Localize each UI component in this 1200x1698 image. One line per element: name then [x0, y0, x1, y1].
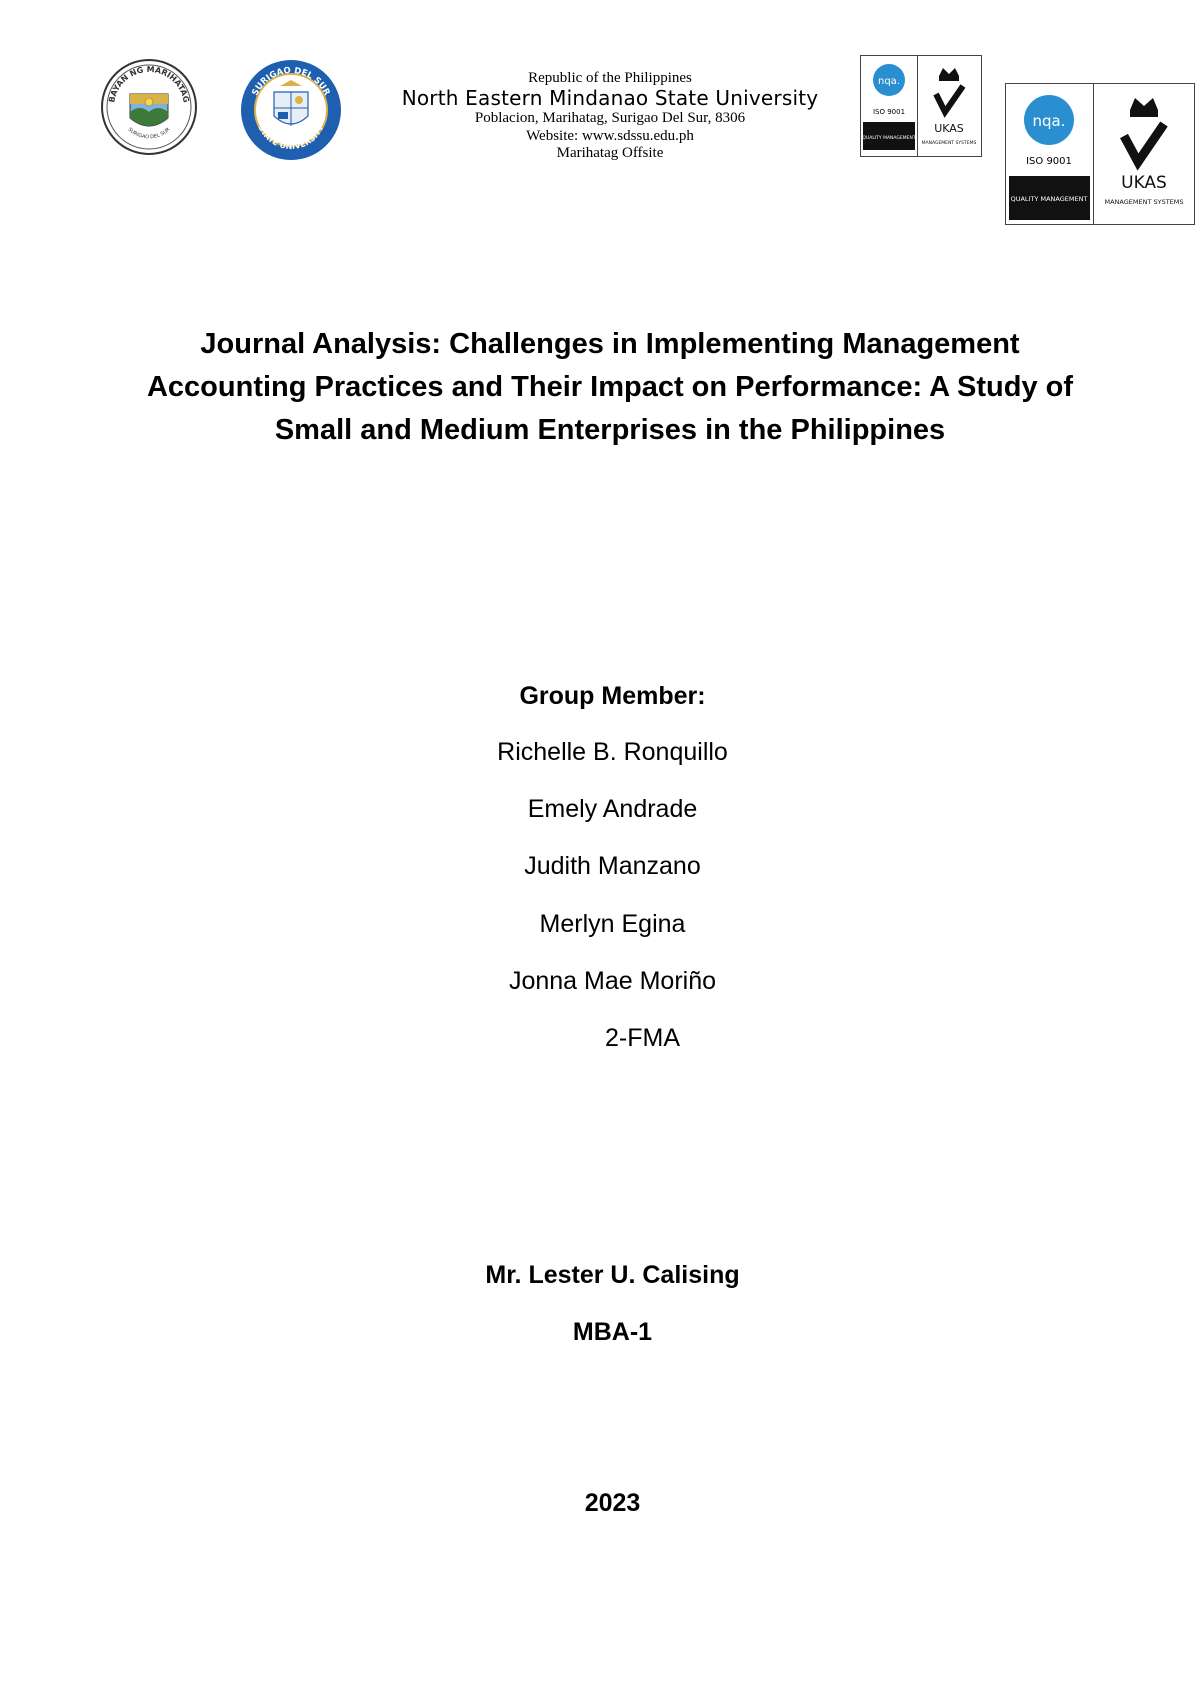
address-line: Poblacion, Marihatag, Surigao Del Sur, 8306	[474, 110, 746, 127]
svg-text:nqa.: nqa.	[1032, 112, 1066, 130]
title-line: Small and Medium Enterprises in the Philippines	[274, 414, 946, 446]
section-label: 2-FMA	[605, 1024, 680, 1052]
document-title	[80, 323, 1140, 452]
title-line: Journal Analysis: Challenges in Implementing Management	[200, 328, 1020, 360]
website-line: Website: www.sdssu.edu.ph	[526, 127, 694, 144]
iso-certification-badge-small	[860, 55, 982, 157]
ukas-logo	[1094, 84, 1194, 224]
member-name: Emely Andrade	[527, 795, 698, 823]
svg-text:SURIGAO DEL SUR: SURIGAO DEL SUR	[126, 126, 172, 141]
svg-text:ISO 9001: ISO 9001	[872, 108, 906, 116]
program-label: MBA-1	[572, 1318, 653, 1346]
svg-text:QUALITY MANAGEMENT: QUALITY MANAGEMENT	[862, 136, 916, 141]
nqa-iso-logo	[1006, 84, 1094, 224]
svg-text:nqa.: nqa.	[878, 76, 900, 87]
group-member-heading: Group Member:	[519, 682, 706, 710]
ukas-logo	[918, 56, 981, 156]
municipal-seal-logo	[100, 58, 198, 156]
nqa-iso-logo	[861, 56, 918, 156]
svg-text:BAYAN NG MARIHATAG: BAYAN NG MARIHATAG	[107, 64, 191, 104]
iso-certification-badge-large	[1005, 83, 1195, 225]
university-seal-logo	[238, 58, 344, 162]
svg-text:QUALITY MANAGEMENT: QUALITY MANAGEMENT	[1010, 195, 1088, 203]
republic-line: Republic of the Philippines	[528, 70, 692, 86]
university-name: North Eastern Mindanao State University	[401, 86, 819, 111]
letterhead-text	[370, 70, 850, 162]
svg-text:UKAS: UKAS	[1121, 173, 1167, 193]
svg-text:UKAS: UKAS	[934, 122, 964, 135]
member-name: Richelle B. Ronquillo	[497, 738, 728, 766]
instructor-name: Mr. Lester U. Calising	[485, 1261, 740, 1289]
campus-line: Marihatag Offsite	[556, 144, 664, 161]
svg-text:MANAGEMENT SYSTEMS: MANAGEMENT SYSTEMS	[1104, 198, 1184, 206]
svg-text:STATE UNIVERSITY: STATE UNIVERSITY	[256, 123, 326, 152]
member-name: Judith Manzano	[524, 852, 701, 880]
member-name: Merlyn Egina	[539, 910, 686, 938]
svg-text:MANAGEMENT SYSTEMS: MANAGEMENT SYSTEMS	[921, 141, 977, 146]
year-label: 2023	[584, 1489, 641, 1517]
svg-text:SURIGAO DEL SUR: SURIGAO DEL SUR	[250, 65, 332, 98]
title-line: Accounting Practices and Their Impact on Performance: A Study of	[146, 371, 1074, 403]
svg-text:ISO 9001: ISO 9001	[1026, 156, 1072, 167]
member-name: Jonna Mae Moriño	[508, 967, 717, 995]
